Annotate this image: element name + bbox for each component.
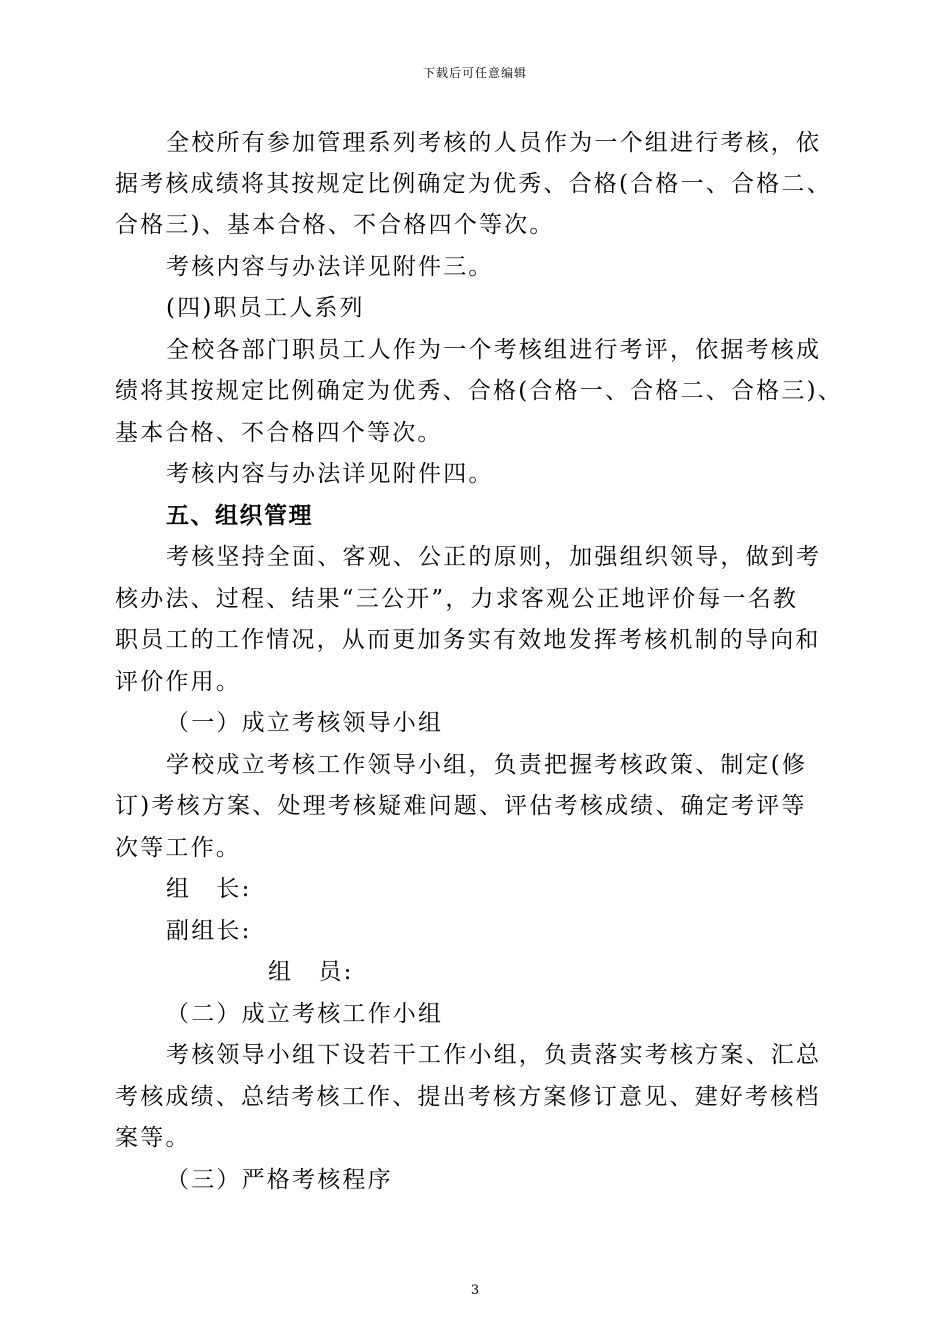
body-line: 案等。	[115, 1125, 191, 1151]
body-line: 据考核成绩将其按规定比例确定为优秀、合格(合格一、合格二、	[115, 171, 832, 197]
section-subheading: (四)职员工人系列	[166, 295, 365, 321]
leader-label: 组 长:	[166, 876, 252, 902]
section-subheading: （二）成立考核工作小组	[166, 1001, 444, 1027]
body-line: 绩将其按规定比例确定为优秀、合格(合格一、合格二、合格三)、	[115, 378, 843, 404]
page-header: 下载后可任意编辑	[422, 66, 527, 80]
deputy-leader-label: 副组长:	[166, 918, 252, 944]
body-line: 考核成绩、总结考核工作、提出考核方案修订意见、建好考核档	[115, 1084, 821, 1110]
body-line: 职员工的工作情况，从而更加务实有效地发挥考核机制的导向和	[115, 627, 821, 653]
body-line: 次等工作。	[115, 835, 241, 861]
body-line: 全校各部门职员工人作为一个考核组进行考评，依据考核成	[166, 337, 822, 363]
body-line: 全校所有参加管理系列考核的人员作为一个组进行考核，依	[166, 130, 822, 156]
body-line: 评价作用。	[115, 669, 241, 695]
body-line: 考核内容与办法详见附件三。	[166, 254, 494, 280]
body-line: 考核领导小组下设若干工作小组，负责落实考核方案、汇总	[166, 1042, 822, 1068]
body-line: 考核内容与办法详见附件四。	[166, 461, 494, 487]
body-line: 订)考核方案、处理考核疑难问题、评估考核成绩、确定考评等	[115, 793, 807, 819]
page-number: 3	[470, 1283, 480, 1298]
section-heading: 五、组织管理	[166, 503, 313, 529]
section-subheading: （三）严格考核程序	[166, 1167, 393, 1193]
section-subheading: （一）成立考核领导小组	[166, 710, 444, 736]
body-line: 核办法、过程、结果“三公开”，力求客观公正地评价每一名教	[115, 586, 799, 612]
body-line: 合格三)、基本合格、不合格四个等次。	[115, 212, 555, 238]
body-line: 基本合格、不合格四个等次。	[115, 420, 443, 446]
member-label: 组 员:	[268, 959, 354, 985]
body-line: 考核坚持全面、客观、公正的原则，加强组织领导，做到考	[166, 544, 822, 570]
body-line: 学校成立考核工作领导小组，负责把握考核政策、制定(修	[166, 752, 808, 778]
